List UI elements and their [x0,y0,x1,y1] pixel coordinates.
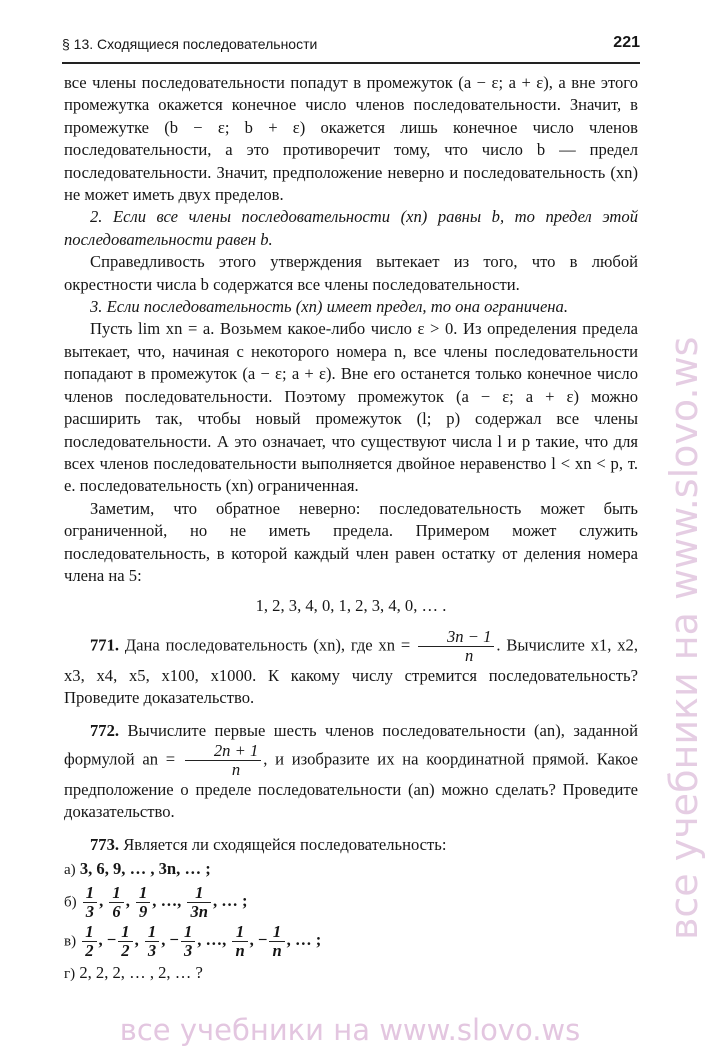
fraction-denominator: 3 [183,940,193,960]
problem-771-text: x1, x2, x3, x4, x5, x100, x1000. К какому числу стремится последовательность? Проведите доказательство. [64,635,638,708]
fraction-numerator: 1 [136,884,150,903]
problem-772-lead: заданной формулой an = [64,720,638,769]
problem-773 [64,834,638,856]
sequence-term: … [221,890,238,910]
option-a-label: а) [64,862,76,879]
property-3-proof: Пусть lim xn = a. Возьмем какое-либо число ε > 0. Из определения предела вытекает, что, начиная с некоторого номера n, все члены последовательности попадают в промежуток (a − ε; a + ε). Вне его останется только конечное число членов последовательности. Поэтому промежуток (a − ε; a + ε) можно расширить так, чтобы новый промежуток (l; p) содержал все члены последовательности. А это означает, что существуют числа l и p такие, что для всех членов последовательности выполняется двойное неравенство l < xn < p, т. е. последовательность (xn) ограниченная. [64,319,638,496]
section-title: § 13. Сходящиеся последовательности [62,36,318,52]
fraction-denominator: 3 [147,940,157,960]
option-a-sequence: 3, 6, 9, … , 3n, … ; [79,859,211,879]
minus-sign: − [257,929,268,949]
option-a [64,858,638,881]
sequence-term: … [205,929,223,949]
property-2: 2. Если все члены последовательности (xn) равны b, то предел этой последовательности равен b. [64,207,638,249]
fraction-denominator: 3n [190,901,208,921]
separator: , [249,929,258,949]
fraction-denominator: 9 [138,901,148,921]
separator: , [161,929,170,949]
separator: , [152,890,161,910]
separator: ; [311,929,322,949]
sequence-term [187,884,211,921]
problem-773-number: 773. [90,834,120,854]
fraction-denominator: 2 [121,940,130,960]
property-3: 3. Если последовательность (xn) имеет предел, то она ограничена. [90,297,568,317]
running-header [62,36,640,64]
option-b-sequence [81,882,248,921]
sequence-term [82,923,96,960]
problem-773-text: Является ли сходящейся последовательность: [123,834,447,854]
fraction-numerator: 3n − 1 [418,628,494,647]
fraction-denominator: 6 [112,901,121,921]
separator: , [99,890,108,910]
problem-772 [64,720,638,824]
sequence-term [83,884,97,921]
option-b-label: б) [64,893,77,910]
fraction-numerator: 1 [187,884,211,903]
bottom-watermark: все учебники на www.slovo.ws [119,1013,581,1047]
property-2-proof: Справедливость этого утверждения вытекает из того, что в любой окрестности числа b содержатся все члены последовательности. [64,252,638,294]
fraction-numerator: 1 [269,923,284,942]
problem-772-fraction [185,742,261,779]
fraction-numerator: 2n + 1 [185,742,261,761]
fraction-numerator: 1 [181,923,195,942]
fraction-denominator: 3 [85,901,95,921]
problem-772-number: 772. [90,720,120,740]
separator: , [134,929,143,949]
sequence-term: … [160,890,178,910]
sequence-term [181,923,195,960]
separator: , [98,929,107,949]
option-b [64,884,638,921]
fraction-numerator: 1 [145,923,159,942]
fraction-numerator: 1 [82,923,96,942]
sequence-term [118,923,132,960]
minus-sign: − [106,929,117,949]
fraction-numerator: 1 [83,884,97,903]
separator: ; [237,890,248,910]
fraction-numerator: 1 [118,923,132,942]
sequence-term [145,923,159,960]
sequence-term [109,884,123,921]
problem-771-number: 771. [90,635,120,655]
fraction-denominator: n [231,759,241,779]
problem-771-tail: . Вычислите [496,635,585,655]
sequence-term [136,884,150,921]
problem-772-text: прямой. Какое предположение о пределе последовательности (an) можно сделать? Проведите доказательство. [64,749,638,822]
fraction-denominator: n [235,940,245,960]
option-d-label: г) [64,965,76,982]
separator: , [177,890,186,910]
problem-771 [64,628,638,710]
fraction-denominator: 2 [85,940,94,960]
sequence-term [232,923,247,960]
separator: , [222,929,231,949]
minus-sign: − [169,929,179,949]
fraction-denominator: n [465,645,474,665]
option-d [64,962,638,985]
side-watermark: все учебники на www.slovo.ws [662,336,706,940]
option-c-sequence [80,921,322,960]
option-c-label: в) [64,932,77,949]
fraction-numerator: 1 [109,884,123,903]
separator: , [197,929,206,949]
fraction-numerator: 1 [232,923,247,942]
paragraph-proof-end: все члены последовательности попадут в промежуток (a − ε; a + ε), а вне этого промежутка окажется конечное число членов последовательности. Значит, в промежутке (b − ε; b + ε) окажется лишь конечное число членов последовательности, а это противоречит тому, что число b — предел последовательности. Значит, предположение неверно и последовательность (xn) не может иметь двух пределов. [64,73,638,205]
sequence-term: … [294,929,312,949]
separator: , [286,929,295,949]
sequence-term [269,923,284,960]
fraction-denominator: n [272,940,282,960]
problem-772-tail: , и изобразите их на координатной [263,749,525,769]
problem-771-fraction [418,628,494,665]
option-c [64,923,638,960]
remark: Заметим, что обратное неверно: последовательность может быть ограниченной, но не иметь предела. Примером может служить последовательность, в которой каждый член равен остатку от деления номера члена на 5: [64,498,638,585]
option-d-sequence: 2, 2, 2, … , 2, … ? [79,962,203,982]
problem-771-lead: Дана последовательность (xn), где xn = [124,635,411,655]
separator: , [213,890,222,910]
problem-772-line1: Вычислите первые шесть членов последовательности (an), [127,720,565,740]
page-number: 221 [613,34,640,51]
separator: , [125,890,134,910]
example-sequence: 1, 2, 3, 4, 0, 1, 2, 3, 4, 0, … . [255,596,447,616]
page-body [64,72,638,987]
